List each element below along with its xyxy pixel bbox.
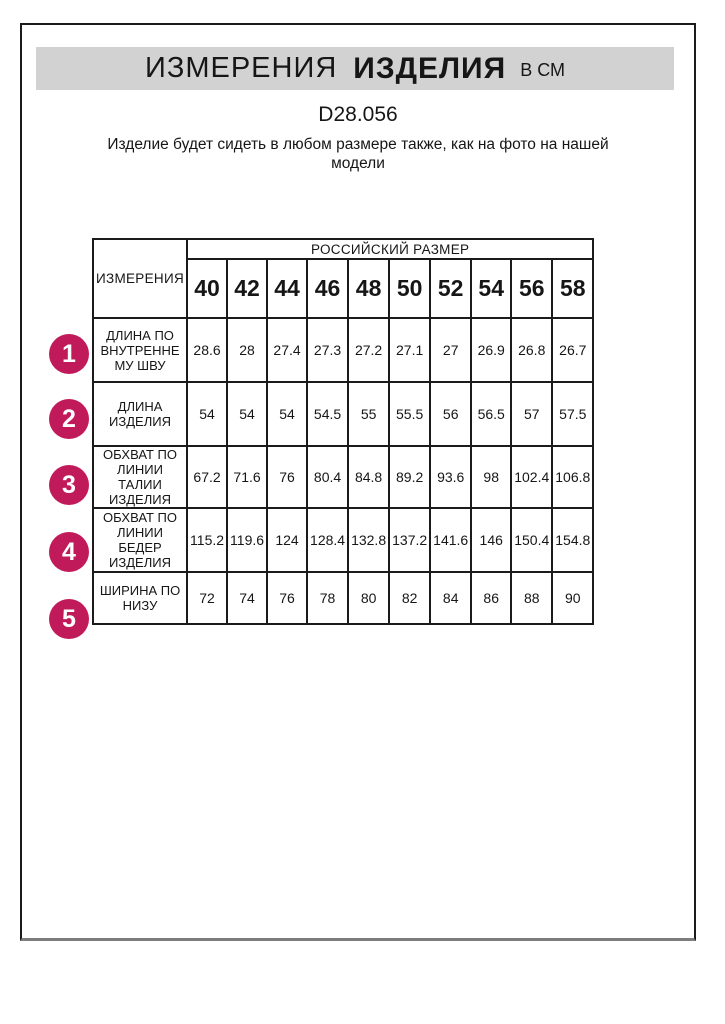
page-frame	[20, 23, 696, 941]
size-header-cell: 40	[187, 259, 227, 318]
value-cell: 56	[430, 382, 471, 446]
value-cell: 128.4	[307, 508, 348, 572]
size-header-cell: 46	[307, 259, 348, 318]
value-cell: 124	[267, 508, 307, 572]
value-cell: 57.5	[552, 382, 593, 446]
value-cell: 72	[187, 572, 227, 624]
size-header-cell: 48	[348, 259, 389, 318]
value-cell: 137.2	[389, 508, 430, 572]
value-cell: 27.3	[307, 318, 348, 382]
value-cell: 27.4	[267, 318, 307, 382]
value-cell: 80.4	[307, 446, 348, 508]
value-cell: 102.4	[511, 446, 552, 508]
size-header-cell: 52	[430, 259, 471, 318]
value-cell: 150.4	[511, 508, 552, 572]
value-cell: 154.8	[552, 508, 593, 572]
value-cell: 67.2	[187, 446, 227, 508]
table-row	[93, 446, 593, 508]
row-number-badge: 1	[49, 334, 89, 374]
group-header-cell: РОССИЙСКИЙ РАЗМЕР	[187, 239, 593, 259]
value-cell: 82	[389, 572, 430, 624]
table-row	[93, 572, 593, 624]
page-title-emphasis: ИЗДЕЛИЯ	[353, 51, 507, 85]
size-header-cell: 58	[552, 259, 593, 318]
title-band	[36, 47, 674, 90]
size-header-cell: 42	[227, 259, 267, 318]
value-cell: 27.2	[348, 318, 389, 382]
row-number-badge: 4	[49, 532, 89, 572]
measurements-table	[92, 238, 594, 625]
value-cell: 54	[187, 382, 227, 446]
row-number-badge: 3	[49, 465, 89, 505]
value-cell: 78	[307, 572, 348, 624]
table-row	[93, 239, 593, 259]
value-cell: 26.8	[511, 318, 552, 382]
row-label-cell: ОБХВАТ ПО ЛИНИИ ТАЛИИ ИЗДЕЛИЯ	[93, 446, 187, 508]
value-cell: 27	[430, 318, 471, 382]
corner-header-cell: ИЗМЕРЕНИЯ	[93, 239, 187, 318]
size-header-cell: 44	[267, 259, 307, 318]
value-cell: 84	[430, 572, 471, 624]
value-cell: 115.2	[187, 508, 227, 572]
value-cell: 57	[511, 382, 552, 446]
size-header-cell: 54	[471, 259, 511, 318]
value-cell: 132.8	[348, 508, 389, 572]
value-cell: 55	[348, 382, 389, 446]
table-row	[93, 318, 593, 382]
row-label-cell: ДЛИНА ИЗДЕЛИЯ	[93, 382, 187, 446]
value-cell: 76	[267, 572, 307, 624]
page-title-main: ИЗМЕРЕНИЯ	[144, 52, 338, 84]
row-label-cell: ДЛИНА ПО ВНУТРЕННЕМУ ШВУ	[93, 318, 187, 382]
value-cell: 76	[267, 446, 307, 508]
page-title-units: В СМ	[520, 60, 565, 80]
value-cell: 54	[227, 382, 267, 446]
value-cell: 80	[348, 572, 389, 624]
value-cell: 26.7	[552, 318, 593, 382]
value-cell: 90	[552, 572, 593, 624]
value-cell: 54	[267, 382, 307, 446]
size-header-cell: 56	[511, 259, 552, 318]
value-cell: 55.5	[389, 382, 430, 446]
row-label-cell: ОБХВАТ ПО ЛИНИИ БЕДЕР ИЗДЕЛИЯ	[93, 508, 187, 572]
model-code: D28.056	[318, 103, 398, 126]
value-cell: 71.6	[227, 446, 267, 508]
row-number-badge: 5	[49, 599, 89, 639]
value-cell: 141.6	[430, 508, 471, 572]
value-cell: 74	[227, 572, 267, 624]
row-label-cell: ШИРИНА ПО НИЗУ	[93, 572, 187, 624]
value-cell: 119.6	[227, 508, 267, 572]
value-cell: 56.5	[471, 382, 511, 446]
value-cell: 146	[471, 508, 511, 572]
fit-description: Изделие будет сидеть в любом размере также, как на фото на нашей модели	[107, 136, 609, 172]
value-cell: 106.8	[552, 446, 593, 508]
value-cell: 28	[227, 318, 267, 382]
value-cell: 98	[471, 446, 511, 508]
value-cell: 86	[471, 572, 511, 624]
size-header-cell: 50	[389, 259, 430, 318]
value-cell: 93.6	[430, 446, 471, 508]
table-row	[93, 508, 593, 572]
table-row	[93, 382, 593, 446]
value-cell: 28.6	[187, 318, 227, 382]
value-cell: 88	[511, 572, 552, 624]
row-number-badge: 2	[49, 399, 89, 439]
value-cell: 89.2	[389, 446, 430, 508]
value-cell: 27.1	[389, 318, 430, 382]
value-cell: 26.9	[471, 318, 511, 382]
value-cell: 54.5	[307, 382, 348, 446]
value-cell: 84.8	[348, 446, 389, 508]
